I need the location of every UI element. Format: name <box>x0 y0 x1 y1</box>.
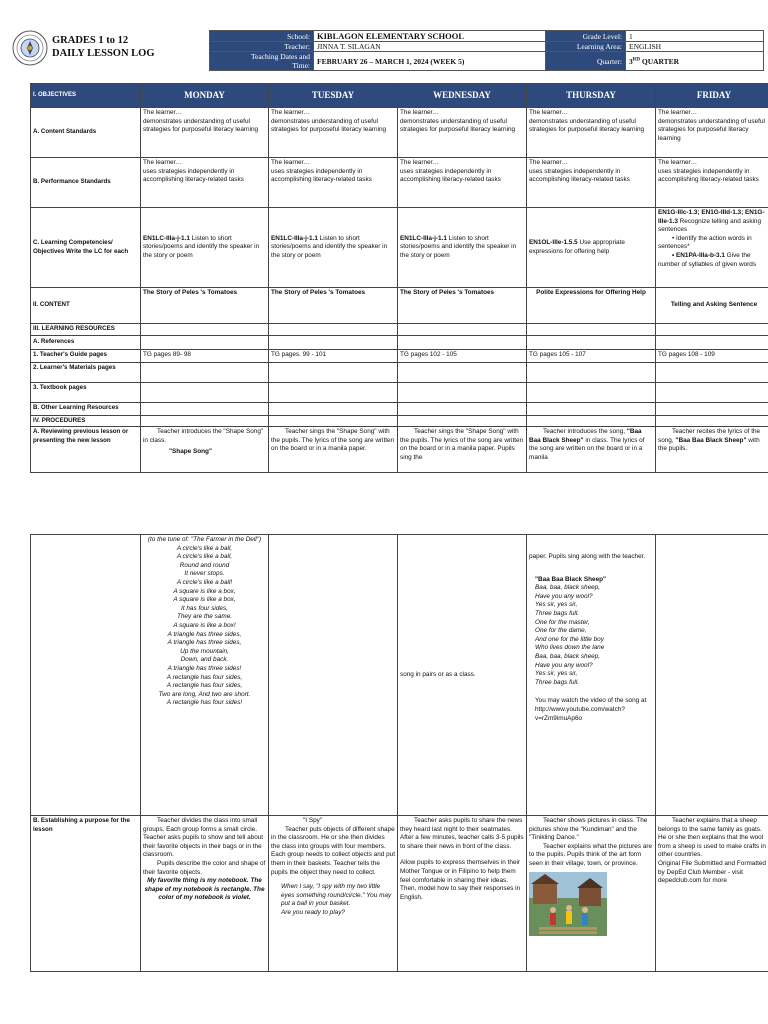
baa-baa-lyric-line: One for the dame, <box>535 627 587 635</box>
purpose-friday <box>656 816 768 972</box>
cs-line-1: The learner… <box>529 109 569 116</box>
competency-text: Listen to short stories/poems and identify the speaker in the story or poem <box>143 234 260 259</box>
textbook-pages-label: 3. Textbook pages <box>31 382 141 402</box>
teacher-label: Teacher: <box>210 42 314 52</box>
cs-line-2: demonstrates understanding of useful strategies for purposeful literacy learning <box>400 117 516 134</box>
competency-wednesday <box>398 208 527 288</box>
dates-label-line-1: Teaching Dates and <box>250 52 310 61</box>
objectives-header: I. OBJECTIVES <box>31 84 141 108</box>
quarter-number: 3 <box>629 56 633 66</box>
competency-code: EN1LC-IIIa-j-1.1 <box>400 234 447 242</box>
content-tuesday: The Story of Peles 's Tomatoes <box>269 288 398 324</box>
baa-baa-lyric-line: Three bags full. <box>535 609 580 617</box>
shape-song-line: Up the mountain, <box>180 647 229 655</box>
competency-text: Use appropriate expressions for offering help <box>529 238 625 255</box>
deped-seal-icon <box>12 30 48 66</box>
tg-friday: TG pages 108 - 109 <box>656 349 768 362</box>
baa-baa-lyric-line: One for the master, <box>535 618 590 626</box>
ps-line-2: uses strategies independently in accomplishing literacy-related tasks <box>529 167 630 184</box>
tg-wednesday: TG pages 102 - 105 <box>398 349 527 362</box>
dates-value: FEBRUARY 26 – MARCH 1, 2024 (WEEK 5) <box>314 52 546 71</box>
cs-line-1: The learner… <box>271 109 311 116</box>
ps-line-1: The learner… <box>529 159 569 166</box>
content-label: II. CONTENT <box>31 288 141 324</box>
review-friday <box>656 427 768 473</box>
resources-label: III. LEARNING RESOURCES <box>31 324 141 336</box>
shape-song-line: Down, and back. <box>180 656 229 664</box>
baa-baa-lyric-line: Who lives down the lane <box>535 644 605 652</box>
shape-song-line: A rectangle has four sides, <box>166 682 243 690</box>
baa-baa-lyric-line: Yes sir, yes sir, <box>535 601 578 609</box>
ps-line-2: uses strategies independently in accomplishing literacy-related tasks <box>400 167 501 184</box>
review-friday-c: with the pupils. <box>658 436 760 453</box>
shape-song-line: It never stops. <box>184 570 225 578</box>
cs-line-2: demonstrates understanding of useful strategies for purposeful literacy learning <box>271 117 387 134</box>
purpose-wednesday <box>398 816 527 972</box>
grade-value: 1 <box>626 31 764 42</box>
review-friday-song: "Baa Baa Black Sheep" <box>675 436 747 444</box>
day-header-monday: MONDAY <box>141 84 269 108</box>
performance-standard-cell <box>269 158 398 208</box>
purpose-tuesday <box>269 816 398 972</box>
content-standards-label: A. Content Standards <box>31 108 141 158</box>
procedures-label: IV. PROCEDURES <box>31 415 141 427</box>
tg-pages-label: 1. Teacher's Guide pages <box>31 349 141 362</box>
reviewing-label: A. Reviewing previous lesson or presenting the new lesson <box>31 427 141 473</box>
competency-code: EN1OL-IIIe-1.5.5 <box>529 238 578 246</box>
baa-baa-lyrics <box>529 584 653 687</box>
lesson-log-table-part2 <box>30 534 768 972</box>
baa-baa-lyric-line: Yes sir, yes sir, <box>535 670 578 678</box>
competency-monday <box>141 208 269 288</box>
shape-song-line: A rectangle has four sides, <box>166 673 243 681</box>
purpose-tuesday-c: Are you ready to play? <box>281 908 345 916</box>
competency-text: Recognize telling and asking sentences <box>658 217 762 234</box>
tg-monday: TG pages 89- 98 <box>141 349 269 362</box>
performance-standard-cell <box>398 158 527 208</box>
purpose-tuesday-title: "I Spy" <box>303 817 323 824</box>
other-resources-label: B. Other Learning Resources <box>31 402 141 415</box>
ps-line-1: The learner… <box>658 159 698 166</box>
lesson-log-table-part1 <box>30 83 768 473</box>
purpose-monday-c: My favorite thing is my notebook. The shape of my notebook is rectangle. The color of my notebook is violet. <box>144 877 265 902</box>
shape-song-line: It has four sides, <box>181 604 228 612</box>
quarter-value <box>626 52 764 71</box>
baa-baa-lyric-line: Have you any wool? <box>535 661 593 669</box>
review-thursday-song: "Baa Baa Black Sheep" <box>529 428 642 444</box>
purpose-wednesday-a: Teacher asks pupils to share the news they heard last night to their seatmates. After a few minutes, teacher calls 3-5 pupils to share their news in front of the class. <box>400 817 524 850</box>
competency-bullet-1: • Identify the action words in sentences* <box>658 234 752 251</box>
competency-code: EN1LC-IIIa-j-1.1 <box>143 234 190 242</box>
purpose-friday-a: Teacher explains that a sheep belongs to the same family as goats. He or she then explains that the wool from a sheep is used to make crafts in other countries. <box>658 817 766 859</box>
purpose-tuesday-a: Teacher puts objects of different shape in the classroom. He or she then divides the class into groups with four members. Each group needs to collect objects and put them in their baskets. Teacher tells the pupils the object they need to collect. <box>271 825 395 876</box>
dates-label <box>210 52 314 71</box>
references-label: A. References <box>31 335 141 349</box>
performance-standard-cell <box>527 158 656 208</box>
lm-pages-row <box>31 362 768 382</box>
baa-baa-lyric-line: Baa, baa, black sheep, <box>535 584 601 592</box>
day-header-thursday: THURSDAY <box>527 84 656 108</box>
baa-baa-lyric-line: Baa, baa, black sheep, <box>535 652 601 660</box>
textbook-pages-row <box>31 382 768 402</box>
review-thursday-continued <box>527 535 656 816</box>
content-thursday: Polite Expressions for Offering Help <box>527 288 656 324</box>
cs-line-1: The learner… <box>143 109 183 116</box>
shape-song-line: A square is like a box, <box>173 587 236 595</box>
video-link-text: You may watch the video of the song at http://www.youtube.com/watch?v=rZm9imuAp6o <box>535 697 647 722</box>
cs-line-2: demonstrates understanding of useful strategies for purposeful literacy learning <box>529 117 645 134</box>
dates-label-line-2: Time: <box>292 61 310 70</box>
cs-line-2: demonstrates understanding of useful strategies for purposeful literacy learning <box>658 117 765 142</box>
shape-song-line: (to the tune of: "The Farmer in the Dell") <box>147 536 262 543</box>
shape-song-line: Two are long, And two are short. <box>158 690 251 698</box>
shape-song-line: A triangle has three sides, <box>167 639 242 647</box>
cs-line-1: The learner… <box>400 109 440 116</box>
shape-song-line: A circle's like a ball, <box>176 544 233 552</box>
performance-standards-row <box>31 158 768 208</box>
shape-song-line: A circle's like a ball, <box>176 553 233 561</box>
grade-label: Grade Level: <box>546 31 626 42</box>
competency-text: Listen to short stories/poems and identify the speaker in the story or poem <box>271 234 388 259</box>
content-row <box>31 288 768 324</box>
tg-thursday: TG pages 105 - 107 <box>527 349 656 362</box>
folk-dance-picture <box>529 872 607 936</box>
competency-thursday <box>527 208 656 288</box>
title-line-1: GRADES 1 to 12 <box>52 35 129 46</box>
baa-baa-lyric-line: Have you any wool? <box>535 592 593 600</box>
quarter-suffix: RD <box>632 57 640 62</box>
competency-tuesday <box>269 208 398 288</box>
purpose-wednesday-b: Allow pupils to express themselves in their Mother Tongue or in Filipino to help them feel comfortable in sharing their ideas. Then, model how to say their responses in English. <box>400 859 521 901</box>
procedures-row <box>31 415 768 427</box>
shape-song-line: A square is like a box, <box>173 596 236 604</box>
ps-line-1: The learner… <box>400 159 440 166</box>
area-value: ENGLISH <box>626 42 764 52</box>
review-wednesday-continued: song in pairs or as a class. <box>398 535 527 816</box>
thu-intro: paper. Pupils sing along with the teacher. <box>529 553 646 560</box>
baa-baa-song-title: "Baa Baa Black Sheep" <box>535 575 607 583</box>
shape-song-line: A square is like a box! <box>173 621 236 629</box>
purpose-monday <box>141 816 269 972</box>
competency-code: EN1G-IIIc-1.3; EN1G-IIId-1.3; EN1G-IIIe-1.3 <box>658 209 765 225</box>
quarter-label: Quarter: <box>546 52 626 71</box>
references-row <box>31 335 768 349</box>
review-thursday-a: Teacher introduces the song, <box>543 428 627 436</box>
cs-line-1: The learner… <box>658 109 698 116</box>
quarter-word: QUARTER <box>639 56 680 66</box>
ps-line-1: The learner… <box>271 159 311 166</box>
performance-standard-cell <box>141 158 269 208</box>
review-friday-a: Teacher recites the lyrics of the song, <box>658 428 761 444</box>
review-monday-song-title: "Shape Song" <box>169 448 212 456</box>
purpose-thursday <box>527 816 656 972</box>
competency-code: EN1LC-IIIa-j-1.1 <box>271 234 318 242</box>
ps-line-2: uses strategies independently in accomplishing literacy-related tasks <box>143 167 244 184</box>
competency-text: Listen to short stories/poems and identify the speaker in the story or poem <box>400 234 517 259</box>
competencies-label: C. Learning Competencies/ Objectives Write the LC for each <box>31 208 141 288</box>
shape-song-line: A triangle has three sides, <box>167 630 242 638</box>
reviewing-row <box>31 427 768 473</box>
cs-line-2: demonstrates understanding of useful strategies for purposeful literacy learning <box>143 117 259 134</box>
day-header-friday: FRIDAY <box>656 84 768 108</box>
header-info-table <box>209 30 764 71</box>
review-monday-text: Teacher introduces the "Shape Song" in class. <box>143 428 264 444</box>
ps-line-2: uses strategies independently in accomplishing literacy-related tasks <box>658 167 759 184</box>
performance-standards-label: B. Performance Standards <box>31 158 141 208</box>
purpose-thursday-a: Teacher shows pictures in class. The pictures show the "Kundiman" and the "Tinikling Dance." <box>529 817 648 842</box>
purpose-thursday-b: Teacher explains what the pictures are to the pupils. Pupils think of the art form seen in their village, town, or province. <box>529 842 653 867</box>
content-friday: Telling and Asking Sentence <box>656 288 768 324</box>
shape-song-line: A rectangle has four sides! <box>166 699 243 707</box>
school-label: School: <box>210 31 314 42</box>
review-tuesday: Teacher sings the "Shape Song" with the pupils. The lyrics of the song are written on the board or in a manila paper. <box>269 427 398 473</box>
purpose-label: B. Establishing a purpose for the lesson <box>31 816 141 972</box>
ps-line-2: uses strategies independently in accomplishing literacy-related tasks <box>271 167 372 184</box>
shape-song-lyrics <box>141 535 269 816</box>
competencies-row <box>31 208 768 288</box>
baa-baa-lyric-line: Three bags full. <box>535 678 580 686</box>
purpose-monday-b: Pupils describe the color and shape of their favorite objects. <box>143 859 266 876</box>
review-thursday-c: in class. The lyrics of the song are written on the board or in a manila <box>529 436 645 461</box>
shape-song-line: A circle's like a ball! <box>176 578 233 586</box>
review-thursday <box>527 427 656 473</box>
content-standard-cell <box>527 108 656 158</box>
other-resources-row <box>31 402 768 415</box>
purpose-monday-a: Teacher divides the class into small groups. Each group forms a small circle. Teacher asks pupils to show and tell about their favorite objects in their bags or in the classroom. <box>143 817 264 859</box>
resources-row <box>31 324 768 336</box>
performance-standard-cell <box>656 158 768 208</box>
lm-pages-label: 2. Learner's Materials pages <box>31 362 141 382</box>
title-line-2: DAILY LESSON LOG <box>52 48 155 59</box>
area-label: Learning Area: <box>546 42 626 52</box>
purpose-tuesday-b: When I say, "I spy with my two little eyes something round/circle." You may put a ball in your basket. <box>281 883 392 908</box>
competency-bullet-2-code: • EN1PA-IIIa-b-3.1 <box>672 251 725 259</box>
document-title <box>52 34 155 60</box>
tg-pages-row <box>31 349 768 362</box>
shape-song-line: A triangle has three sides! <box>167 664 242 672</box>
content-standard-cell <box>141 108 269 158</box>
content-standard-cell <box>269 108 398 158</box>
content-standards-row <box>31 108 768 158</box>
day-header-tuesday: TUESDAY <box>269 84 398 108</box>
reviewing-continued-row <box>31 535 768 816</box>
content-monday: The Story of Peles 's Tomatoes <box>141 288 269 324</box>
school-value: KIBLAGON ELEMENTARY SCHOOL <box>314 31 546 42</box>
content-standard-cell <box>656 108 768 158</box>
review-monday <box>141 427 269 473</box>
review-wednesday: Teacher sings the "Shape Song" with the pupils. The lyrics of the song are written on the board or in a manila paper. Pupils sing the <box>398 427 527 473</box>
competency-friday <box>656 208 768 288</box>
day-header-wednesday: WEDNESDAY <box>398 84 527 108</box>
competency-bullet-2-text: Give the number of syllables of given words <box>658 251 757 268</box>
baa-baa-lyric-line: And one for the little boy <box>535 635 604 643</box>
tg-tuesday: TG pages. 99 - 101 <box>269 349 398 362</box>
ps-line-1: The learner… <box>143 159 183 166</box>
purpose-friday-b: Original File Submitted and Formatted by DepEd Club Member - visit depedclub.com for more <box>658 859 766 885</box>
shape-song-line: Round and round <box>179 561 230 569</box>
shape-song-line: They are the same. <box>176 613 233 621</box>
content-wednesday: The Story of Peles 's Tomatoes <box>398 288 527 324</box>
teacher-value: JINNA T. SILAGAN <box>314 42 546 52</box>
purpose-row <box>31 816 768 972</box>
content-standard-cell <box>398 108 527 158</box>
